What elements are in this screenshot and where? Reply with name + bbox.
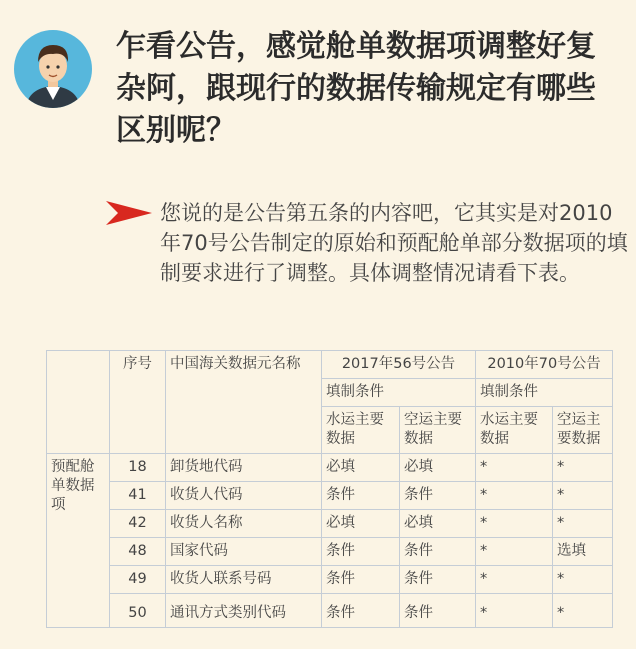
cell-air-2010: * [553, 566, 613, 594]
header-seq: 序号 [110, 351, 166, 454]
person-avatar-icon [14, 30, 92, 108]
cell-air-2017: 必填 [400, 510, 476, 538]
table-row [47, 454, 613, 482]
cell-air-2010: * [553, 482, 613, 510]
cell-air-2010: * [553, 454, 613, 482]
cell-sea-2010: * [476, 482, 553, 510]
header-2010: 2010年70号公告 [476, 351, 613, 379]
cell-name: 收货人联系号码 [166, 566, 322, 594]
cell-name: 卸货地代码 [166, 454, 322, 482]
header-name: 中国海关数据元名称 [166, 351, 322, 454]
question-text: 乍看公告，感觉舱单数据项调整好复杂阿，跟现行的数据传输规定有哪些区别呢？ [116, 29, 596, 148]
cell-sea-2010: * [476, 594, 553, 628]
cell-seq: 48 [110, 538, 166, 566]
arrow-icon [106, 199, 152, 227]
cell-name: 通讯方式类别代码 [166, 594, 322, 628]
cell-sea-2010: * [476, 538, 553, 566]
header-air-2010: 空运主要数据 [553, 407, 613, 454]
cell-seq: 42 [110, 510, 166, 538]
cell-seq: 41 [110, 482, 166, 510]
table-row [47, 566, 613, 594]
table-row [47, 594, 613, 628]
cell-name: 收货人名称 [166, 510, 322, 538]
header-cond-2017: 填制条件 [322, 379, 476, 407]
header-sea-2010: 水运主要数据 [476, 407, 553, 454]
cell-sea-2017: 条件 [322, 566, 400, 594]
cell-air-2017: 条件 [400, 482, 476, 510]
header-2017: 2017年56号公告 [322, 351, 476, 379]
answer-text: 您说的是公告第五条的内容吧，它其实是对2010年70号公告制定的原始和预配舱单部分数据项的填制要求进行了调整。具体调整情况请看下表。 [160, 201, 628, 285]
cell-sea-2017: 必填 [322, 510, 400, 538]
header-cond-2010: 填制条件 [476, 379, 613, 407]
header-air-2017: 空运主要数据 [400, 407, 476, 454]
cell-name: 国家代码 [166, 538, 322, 566]
cell-sea-2017: 条件 [322, 538, 400, 566]
cell-sea-2017: 条件 [322, 594, 400, 628]
cell-name: 收货人代码 [166, 482, 322, 510]
cell-seq: 50 [110, 594, 166, 628]
cell-air-2017: 条件 [400, 594, 476, 628]
group-label: 预配舱单数据项 [47, 454, 110, 628]
cell-air-2017: 必填 [400, 454, 476, 482]
cell-air-2010: * [553, 594, 613, 628]
table-header-row [47, 351, 613, 379]
table-header-empty [47, 351, 110, 454]
cell-air-2010: * [553, 510, 613, 538]
cell-sea-2010: * [476, 566, 553, 594]
table-row [47, 538, 613, 566]
cell-sea-2010: * [476, 454, 553, 482]
cell-sea-2017: 必填 [322, 454, 400, 482]
cell-seq: 49 [110, 566, 166, 594]
cell-sea-2010: * [476, 510, 553, 538]
table-row [47, 482, 613, 510]
header-sea-2017: 水运主要数据 [322, 407, 400, 454]
data-table [46, 350, 613, 628]
cell-seq: 18 [110, 454, 166, 482]
cell-air-2010: 选填 [553, 538, 613, 566]
cell-air-2017: 条件 [400, 566, 476, 594]
cell-sea-2017: 条件 [322, 482, 400, 510]
table-row [47, 510, 613, 538]
cell-air-2017: 条件 [400, 538, 476, 566]
